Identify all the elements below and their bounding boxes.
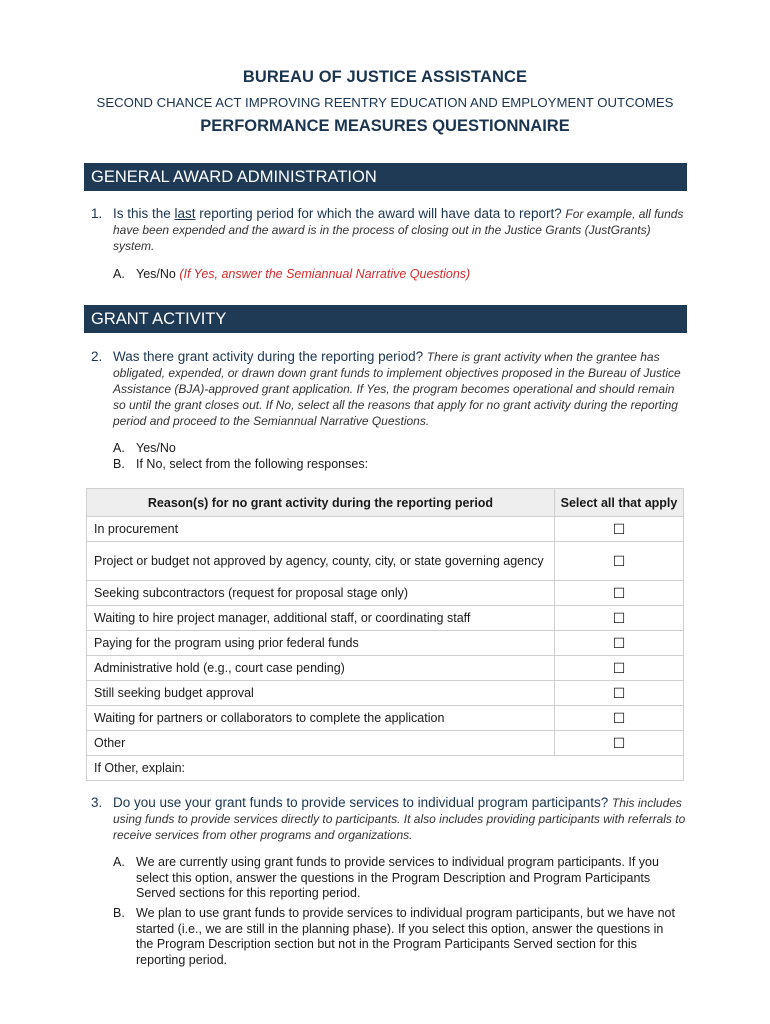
question-note: This includes using funds to provide services directly to participants. It also includes providing participants with referrals to receive services from other programs and organizations. [113,796,686,842]
section-header-general-award: GENERAL AWARD ADMINISTRATION [84,163,687,191]
table-row [87,581,684,606]
question-1 [91,206,687,254]
option-instruction: (If Yes, answer the Semiannual Narrative Questions) [179,267,471,281]
question-2 [91,349,687,429]
reason-label: Paying for the program using prior federal funds [87,631,555,656]
question-number: 3. [91,795,103,810]
section-header-grant-activity: GRANT ACTIVITY [84,305,687,333]
option-text: If No, select from the following responses: [136,457,369,471]
table-row [87,706,684,731]
option-text: Yes/No [136,267,176,281]
reason-label: Waiting to hire project manager, additional staff, or coordinating staff [87,606,555,631]
table-row [87,681,684,706]
table-row [87,731,684,756]
checkbox[interactable]: ☐ [555,517,684,542]
checkbox[interactable]: ☐ [555,706,684,731]
reason-label: Other [87,731,555,756]
agency-title: BUREAU OF JUSTICE ASSISTANCE [242,68,528,86]
column-header-reason: Reason(s) for no grant activity during the reporting period [87,489,555,517]
question-number: 2. [91,349,103,364]
emphasis-last: last [174,206,196,221]
question-note: There is grant activity when the grantee has obligated, expended, or drawn down grant funds to implement objectives proposed in the Bureau of Justice Assistance (BJA)-approved grant application. If Yes, the program becomes operational and should remain so until the grant closes out. If No, select all the reasons that apply for no grant activity during the reporting period and proceed to the Semiannual Narrative Questions. [113,350,681,428]
option-text: Yes/No [136,441,176,455]
checkbox[interactable]: ☐ [555,581,684,606]
checkbox[interactable]: ☐ [555,606,684,631]
program-subtitle: SECOND CHANCE ACT IMPROVING REENTRY EDUCATION AND EMPLOYMENT OUTCOMES [96,95,674,110]
option-text: We are currently using grant funds to provide services to individual program participants. If you select this option, answer the questions in the Program Description and Program Participants Served sections for this reporting period. [136,855,659,900]
table-row-other-explain [87,756,684,781]
question-number: 1. [91,206,103,221]
reason-label: In procurement [87,517,555,542]
question-lead: Do you use your grant funds to provide services to individual program participants? [113,795,609,810]
question-lead: Was there grant activity during the reporting period? [113,349,424,364]
q3-option-a: A. We are currently using grant funds to provide services to individual program participants. If you select this option, answer the questions in the Program Description and Program Participants Served sections for this reporting period. [113,855,683,902]
question-note: For example, all funds have been expended and the award is in the process of closing out in the Justice Grants (JustGrants) system. [113,207,684,253]
reasons-table [86,488,684,781]
column-header-select: Select all that apply [555,489,684,517]
question-lead: Is this the last reporting period for which the award will have data to report? [113,206,562,221]
other-explain-blank [555,756,684,781]
option-text: We plan to use grant funds to provide services to individual program participants, but we have not started (i.e., we are still in the planning phase). If you select this option, answer the questions in the Program Description section but not in the Program Participants Served section for this reporting period. [136,906,675,967]
table-row [87,606,684,631]
q2-option-b: B. If No, select from the following responses: [113,457,683,473]
table-row [87,656,684,681]
question-3 [91,795,687,843]
reason-label: Seeking subcontractors (request for proposal stage only) [87,581,555,606]
checkbox[interactable]: ☐ [555,631,684,656]
checkbox[interactable]: ☐ [555,681,684,706]
checkbox[interactable]: ☐ [555,542,684,581]
reason-label: Still seeking budget approval [87,681,555,706]
q3-option-b: B. We plan to use grant funds to provide services to individual program participants, but we have not started (i.e., we are still in the planning phase). If you select this option, answer the questions in the Program Description section but not in the Program Participants Served section for this reporting period. [113,906,683,968]
reason-label: Project or budget not approved by agency, county, city, or state governing agency [87,542,555,581]
checkbox[interactable]: ☐ [555,656,684,681]
table-row [87,631,684,656]
document-title: PERFORMANCE MEASURES QUESTIONNAIRE [200,117,570,135]
q1-option-a: A. Yes/No (If Yes, answer the Semiannual Narrative Questions) [113,267,471,281]
table-row [87,517,684,542]
reason-label: Administrative hold (e.g., court case pending) [87,656,555,681]
q2-option-a: A. Yes/No [113,441,683,457]
other-explain-field[interactable]: If Other, explain: [87,756,555,781]
checkbox[interactable]: ☐ [555,731,684,756]
reason-label: Waiting for partners or collaborators to complete the application [87,706,555,731]
table-row [87,542,684,581]
